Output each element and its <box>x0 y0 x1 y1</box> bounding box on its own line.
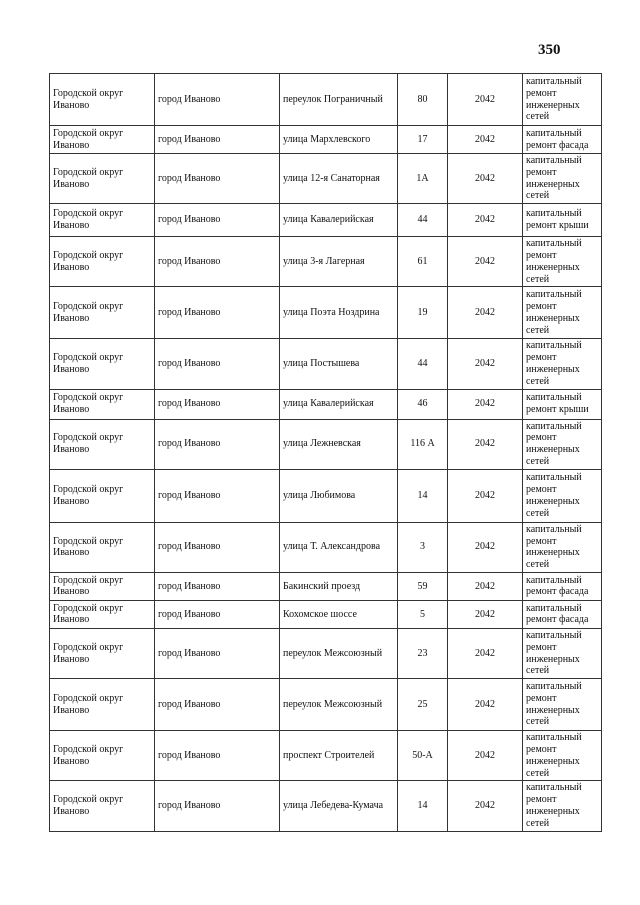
work-type-cell: капитальный ремонт фасада <box>523 600 602 628</box>
table-row <box>50 339 602 389</box>
city-cell: город Иваново <box>155 731 280 781</box>
work-type-cell: капитальный ремонт инженерных сетей <box>523 522 602 572</box>
table-row <box>50 600 602 628</box>
page-number: 350 <box>538 42 561 58</box>
house-number-cell: 46 <box>398 389 448 419</box>
year-cell: 2042 <box>448 679 523 731</box>
street-cell: улица Лебедева-Кумача <box>280 781 398 831</box>
table-row <box>50 126 602 154</box>
house-number-cell: 116 А <box>398 419 448 469</box>
district-cell: Городской округ Иваново <box>50 600 155 628</box>
table-row <box>50 419 602 469</box>
city-cell: город Иваново <box>155 469 280 522</box>
city-cell: город Иваново <box>155 126 280 154</box>
table-row <box>50 572 602 600</box>
house-number-cell: 1А <box>398 154 448 204</box>
house-number-cell: 50-А <box>398 731 448 781</box>
city-cell: город Иваново <box>155 74 280 126</box>
district-cell: Городской округ Иваново <box>50 469 155 522</box>
district-cell: Городской округ Иваново <box>50 389 155 419</box>
street-cell: улица Поэта Ноздрина <box>280 287 398 339</box>
house-number-cell: 59 <box>398 572 448 600</box>
work-type-cell: капитальный ремонт инженерных сетей <box>523 339 602 389</box>
year-cell: 2042 <box>448 287 523 339</box>
house-number-cell: 44 <box>398 204 448 237</box>
street-cell: улица Любимова <box>280 469 398 522</box>
table-row <box>50 74 602 126</box>
house-number-cell: 44 <box>398 339 448 389</box>
street-cell: переулок Пограничный <box>280 74 398 126</box>
house-number-cell: 25 <box>398 679 448 731</box>
house-number-cell: 14 <box>398 469 448 522</box>
table-row <box>50 237 602 287</box>
street-cell: улица 12-я Санаторная <box>280 154 398 204</box>
house-number-cell: 17 <box>398 126 448 154</box>
table-body <box>50 74 602 832</box>
table-row <box>50 154 602 204</box>
street-cell: Бакинский проезд <box>280 572 398 600</box>
district-cell: Городской округ Иваново <box>50 572 155 600</box>
work-type-cell: капитальный ремонт инженерных сетей <box>523 419 602 469</box>
city-cell: город Иваново <box>155 679 280 731</box>
city-cell: город Иваново <box>155 154 280 204</box>
year-cell: 2042 <box>448 74 523 126</box>
city-cell: город Иваново <box>155 237 280 287</box>
street-cell: улица Кавалерийская <box>280 204 398 237</box>
house-number-cell: 5 <box>398 600 448 628</box>
street-cell: улица 3-я Лагерная <box>280 237 398 287</box>
street-cell: улица Кавалерийская <box>280 389 398 419</box>
street-cell: улица Постышева <box>280 339 398 389</box>
street-cell: проспект Строителей <box>280 731 398 781</box>
district-cell: Городской округ Иваново <box>50 731 155 781</box>
year-cell: 2042 <box>448 204 523 237</box>
work-type-cell: капитальный ремонт инженерных сетей <box>523 287 602 339</box>
city-cell: город Иваново <box>155 419 280 469</box>
year-cell: 2042 <box>448 469 523 522</box>
house-number-cell: 23 <box>398 628 448 678</box>
work-type-cell: капитальный ремонт инженерных сетей <box>523 74 602 126</box>
year-cell: 2042 <box>448 126 523 154</box>
district-cell: Городской округ Иваново <box>50 679 155 731</box>
table-row <box>50 679 602 731</box>
work-type-cell: капитальный ремонт инженерных сетей <box>523 781 602 831</box>
district-cell: Городской округ Иваново <box>50 339 155 389</box>
city-cell: город Иваново <box>155 287 280 339</box>
year-cell: 2042 <box>448 628 523 678</box>
year-cell: 2042 <box>448 419 523 469</box>
year-cell: 2042 <box>448 600 523 628</box>
district-cell: Городской округ Иваново <box>50 154 155 204</box>
house-number-cell: 19 <box>398 287 448 339</box>
house-number-cell: 80 <box>398 74 448 126</box>
work-type-cell: капитальный ремонт фасада <box>523 126 602 154</box>
district-cell: Городской округ Иваново <box>50 287 155 339</box>
district-cell: Городской округ Иваново <box>50 74 155 126</box>
street-cell: улица Лежневская <box>280 419 398 469</box>
city-cell: город Иваново <box>155 522 280 572</box>
city-cell: город Иваново <box>155 628 280 678</box>
year-cell: 2042 <box>448 339 523 389</box>
work-type-cell: капитальный ремонт крыши <box>523 389 602 419</box>
house-number-cell: 3 <box>398 522 448 572</box>
table-row <box>50 389 602 419</box>
table-row <box>50 204 602 237</box>
year-cell: 2042 <box>448 522 523 572</box>
city-cell: город Иваново <box>155 781 280 831</box>
table-row <box>50 731 602 781</box>
street-cell: улица Т. Александрова <box>280 522 398 572</box>
district-cell: Городской округ Иваново <box>50 781 155 831</box>
house-number-cell: 61 <box>398 237 448 287</box>
work-type-cell: капитальный ремонт инженерных сетей <box>523 731 602 781</box>
work-type-cell: капитальный ремонт инженерных сетей <box>523 154 602 204</box>
city-cell: город Иваново <box>155 389 280 419</box>
year-cell: 2042 <box>448 237 523 287</box>
city-cell: город Иваново <box>155 572 280 600</box>
street-cell: переулок Межсоюзный <box>280 679 398 731</box>
year-cell: 2042 <box>448 389 523 419</box>
work-type-cell: капитальный ремонт инженерных сетей <box>523 628 602 678</box>
street-cell: переулок Межсоюзный <box>280 628 398 678</box>
district-cell: Городской округ Иваново <box>50 628 155 678</box>
district-cell: Городской округ Иваново <box>50 237 155 287</box>
table-row <box>50 522 602 572</box>
year-cell: 2042 <box>448 781 523 831</box>
table-row <box>50 628 602 678</box>
city-cell: город Иваново <box>155 339 280 389</box>
work-type-cell: капитальный ремонт инженерных сетей <box>523 679 602 731</box>
street-cell: улица Мархлевского <box>280 126 398 154</box>
year-cell: 2042 <box>448 572 523 600</box>
table-row <box>50 287 602 339</box>
work-type-cell: капитальный ремонт крыши <box>523 204 602 237</box>
district-cell: Городской округ Иваново <box>50 204 155 237</box>
year-cell: 2042 <box>448 154 523 204</box>
work-type-cell: капитальный ремонт фасада <box>523 572 602 600</box>
city-cell: город Иваново <box>155 600 280 628</box>
table-row <box>50 781 602 831</box>
street-cell: Кохомское шоссе <box>280 600 398 628</box>
housing-repair-table <box>49 73 602 832</box>
work-type-cell: капитальный ремонт инженерных сетей <box>523 237 602 287</box>
house-number-cell: 14 <box>398 781 448 831</box>
city-cell: город Иваново <box>155 204 280 237</box>
district-cell: Городской округ Иваново <box>50 126 155 154</box>
work-type-cell: капитальный ремонт инженерных сетей <box>523 469 602 522</box>
district-cell: Городской округ Иваново <box>50 522 155 572</box>
district-cell: Городской округ Иваново <box>50 419 155 469</box>
year-cell: 2042 <box>448 731 523 781</box>
table-row <box>50 469 602 522</box>
